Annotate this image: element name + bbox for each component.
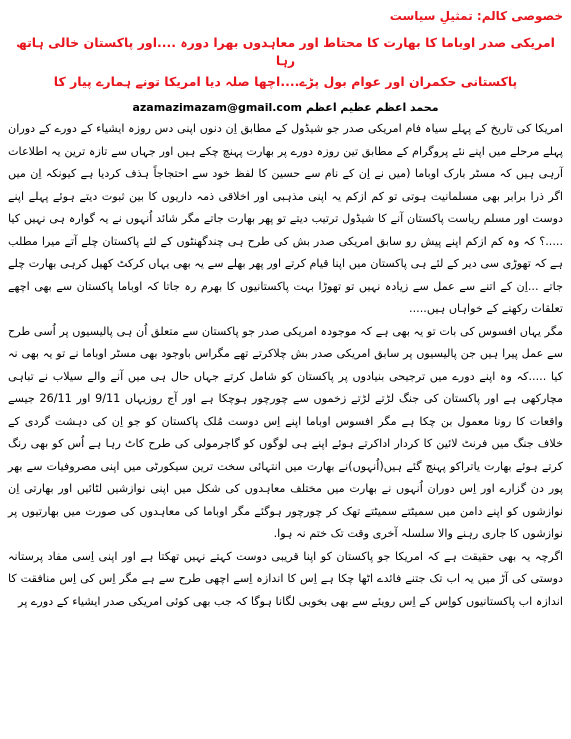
body-paragraph-2: مگر یہاں افسوس کی بات تو یہ بھی ہے کہ موجودہ امریکی صدر جو پاکستان سے متعلق اُن ہی پالیسیوں پر اُسی طرح سے عمل پیرا ہیں جن پالیسیوں پر سابق امریکی صدر بش چلاکرتے تھے مگراس باوجود بھی مسٹر اوباما نے تو یہ بھی نہ کیا .....کہ وہ اپنے دورے میں ترجیحی بنیادوں پر پاکستان کو شامل کرتے جہاں حال ہی میں آنے والے سیلاب نے تباہی مچارکھی ہے اور پاکستان کی جنگ لڑتے لڑتے زخموں سے چورچور ہوچکا ہے اور آج روزیہاں 9/11 اور 26/11 جیسے واقعات کا رونا معمول بن چکا ہے مگر افسوس اوباما اپنے اِس دوست مُلک پاکستان کو جو اِن کی دہشت گردی کے خلاف جنگ میں فرنٹ لائین کا کردار اداکرتے ہوئے اپنے ہی لوگوں کو گاجرمولی کی طرح کاٹ رہا ہے اُس کو بھی رنگ کرتے ہوئے بھارت یاتراکو پہنچ گئے ہیں(اُنہوں)نے بھارت میں انتہائی سخت ترین سیکورٹی میں اپنی مصروفیات سے بھر پور دن گزارے اور اِس دوران اُنہوں نے بھارت میں مختلف معاہدوں کی شکل میں اپنی نوازشیں لٹائیں اور بھارتی اِن نوازشوں کو اپنے دامن میں سمیٹتے سمیٹتے تھک کر چورچور ہوگئے مگر اوباما کی معاہدوں کی صورت میں بھارتیوں پر نوازشوں کا جاری رہنے والا سلسلہ آخری وقت تک ختم نہ ہوا. (8, 324, 563, 540)
headline-secondary: پاکستانی حکمران اور عوام بول پڑے....اچھا صلہ دیا امریکا تونے ہمارے پیار کا (53, 74, 518, 89)
body-paragraph-3: اگرچہ یہ بھی حقیقت ہے کہ امریکا جو پاکستان کو اپنا قریبی دوست کہتے نہیں تھکتا ہے اور اپنی اِسی مفاد پرستانہ دوستی کی آڑ میں یہ اب تک جتنے فائدے اٹھا چکا ہے اِس کا اندازہ اِسے اچھی طرح سے ہے مگر اِس کی اِس منافقت کا اندازہ اب پاکستانیوں کواِس کے اِس رویئے سے بھی بخوبی لگانا ہوگا کہ جب بھی کوئی امریکی صدر ایشیاء کے دورے پر (8, 549, 563, 608)
column-kicker: خصوصی کالم: تمثیلِ سیاست (389, 9, 563, 23)
author-email: azamazimazam@gmail.com (132, 101, 302, 114)
body-paragraph-1: امریکا کی تاریخ کے پہلے سیاہ فام امریکی صدر جو شیڈول کے مطابق اِن دنوں اپنی دس روزہ ایشیاء کے دورے کے دوران پہلے مرحلے میں اپنے نئے پروگرام کے مطابق تین روزہ دورے پر بھارت پہنچ چکے ہیں اور جہاں سے تازہ ترین یہ اطلاعات آرہی ہیں کہ مسٹر بارک اوباما (میں نے اِن کے نام سے حسین کا لفظ خود سے احتجاجاً ہذف کردیا ہے کیونکہ اِن میں اگر ذرا برابر بھی مسلمانیت ہوتی تو کم ازکم یہ اپنی مذہبی اور اخلاقی ذمہ داریوں کا بین ثبوت دیتے ہوئے پہلے اپنے دوست اور مسلم ریاست پاکستان آنے کا شیڈول ترتیب دیتے تو پھر بھارت جاتے مگر شائد اُنہوں نے یہ گوارہ ہی نہیں کیا .....؟ کہ وہ کم ازکم اپنے پیش رو سابق امریکی صدر بش کی طرح ہی چندگھنٹوں کے لئے پاکستان چلے آتے میرا مطلب ہے کہ تھوڑی سی دیر کے لئے ہی پاکستان میں اپنا قیام کرتے اور پھر بھلے سے یہ بھی یہاں کرکٹ کھیل کرہی بھارت چلے جاتے ...اِن کے اتنے سے عمل سے زیادہ نہیں تو تھوڑا بہت پاکستانیوں کا بھرم رہ جاتا کہ اوباما پاکستان سے بھی اچھے تعلقات رکھنے کے خواہاں ہیں..... (8, 122, 563, 315)
headline-primary: امریکی صدر اوباما کا بھارت کا محتاط اور معاہدوں بھرا دورہ ....اور پاکستان خالی ہاتھ رہا (16, 35, 555, 68)
author-name: محمد اعظم عظیم اعظم (305, 101, 439, 114)
author-byline (8, 101, 563, 114)
